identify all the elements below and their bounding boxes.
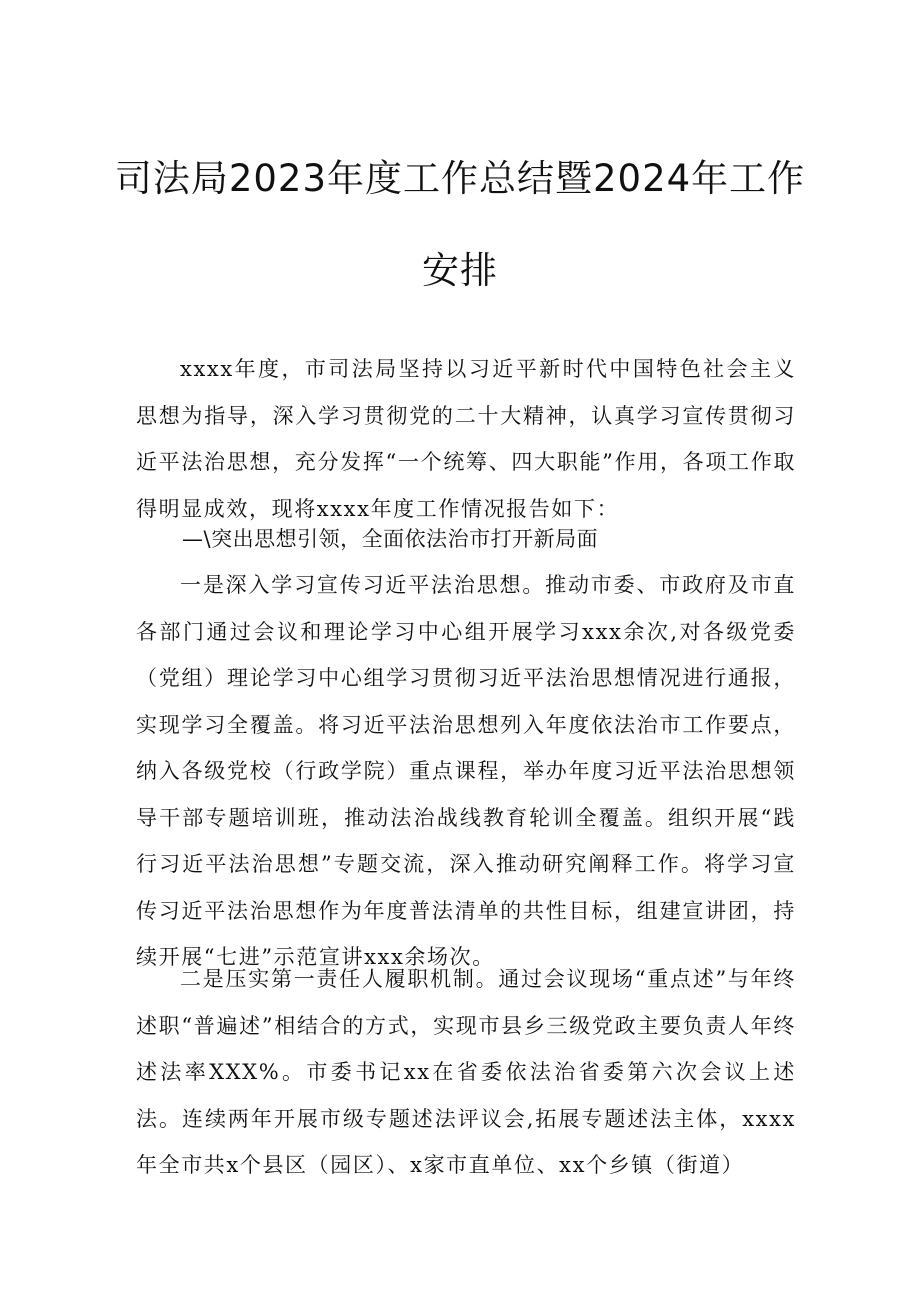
section-heading: —\突出思想引领，全面依法治市打开新局面 bbox=[182, 527, 599, 551]
body-paragraph-2: 二是压实第一责任人履职机制。通过会议现场“重点述”与年终述职“普遍述”相结合的方式，实现市县乡三级党政主要负责人年终述法率XXX%。市委书记xx在省委依法治省委第六次会议上述法。连续两年开展市级专题述法评议会,拓展专题述法主体，xxxx年全市共x个县区（园区）、x家市直单位、xx个乡镇（街道） bbox=[136, 967, 796, 1177]
document-title-line-1: 司法局2023年度工作总结暨2024年工作 bbox=[114, 157, 806, 200]
intro-paragraph: xxxx年度，市司法局坚持以习近平新时代中国特色社会主义思想为指导，深入学习贯彻党的二十大精神，认真学习宣传贯彻习近平法治思想，充分发挥“一个统筹、四大职能”作用，各项工作取得明显成效，现将xxxx年度工作情况报告如下： bbox=[136, 357, 796, 521]
body-paragraph-1: 一是深入学习宣传习近平法治思想。推动市委、市政府及市直各部门通过会议和理论学习中心组开展学习xxx余次,对各级党委（党组）理论学习中心组学习贯彻习近平法治思想情况进行通报，实现学习全覆盖。将习近平法治思想列入年度依法治市工作要点，纳入各级党校（行政学院）重点课程，举办年度习近平法治思想领导干部专题培训班，推动法治战线教育轮训全覆盖。组织开展“践行习近平法治思想”专题交流，深入推动研究阐释工作。将学习宣传习近平法治思想作为年度普法清单的共性目标，组建宣讲团，持续开展“七进”示范宣讲xxx余场次。 bbox=[136, 573, 796, 969]
document-title-line-2: 安排 bbox=[422, 249, 498, 292]
